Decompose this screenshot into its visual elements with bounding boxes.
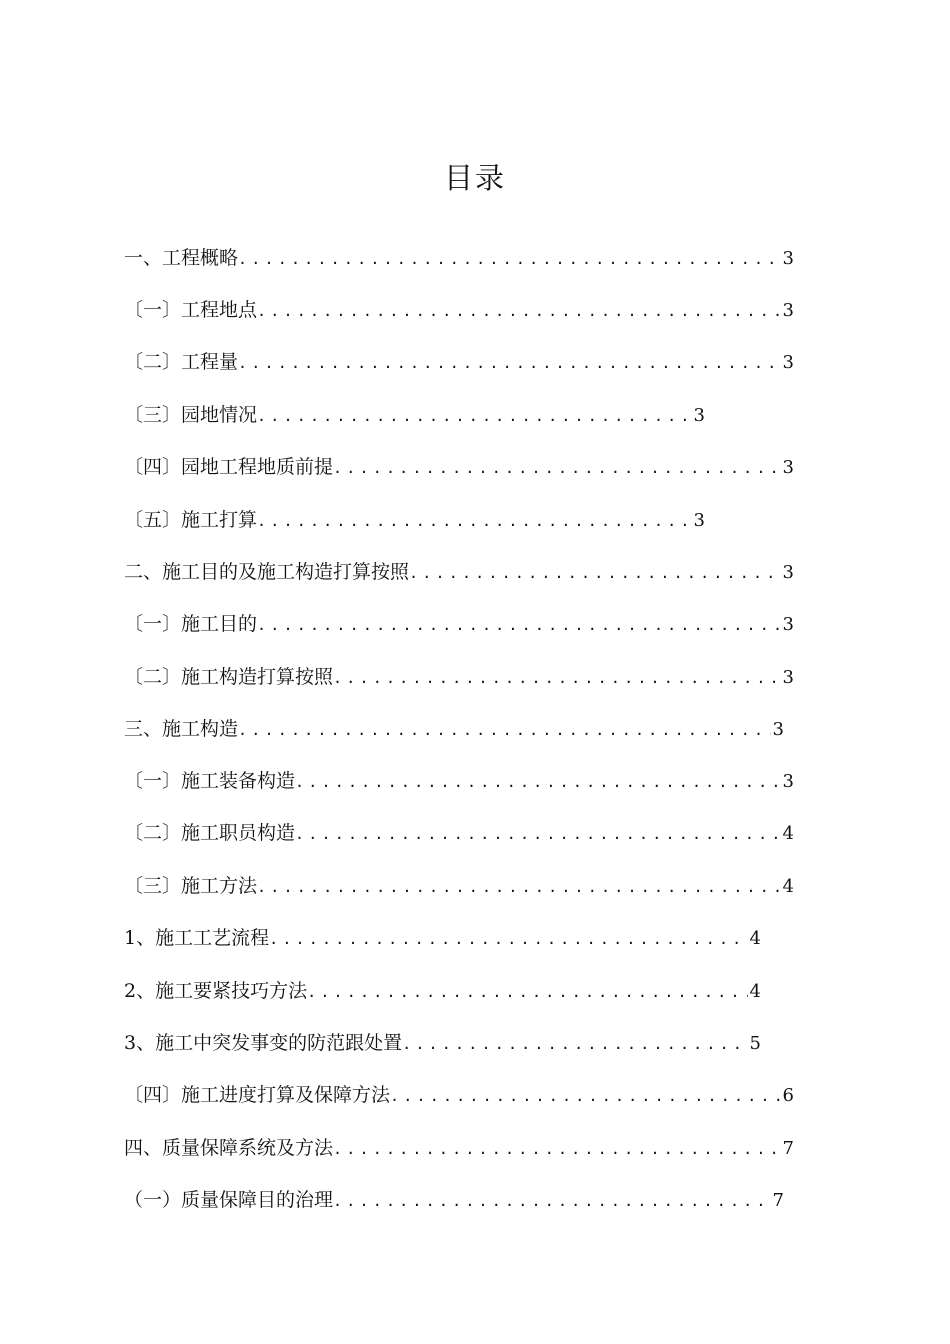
toc-leader-dots xyxy=(295,819,781,848)
toc-leader-dots xyxy=(390,1081,781,1110)
toc-entry-text: 1、施工工艺流程 xyxy=(124,927,270,949)
toc-entry[interactable] xyxy=(124,505,705,535)
toc-entry-page: 4 xyxy=(782,823,794,844)
toc-entry-text: 三、施工构造 xyxy=(124,718,239,740)
toc-leader-dots xyxy=(333,1186,771,1215)
toc-entry-text: 2、施工要紧技巧方法 xyxy=(124,980,308,1002)
toc-entry-text: 〔三〕施工方法 xyxy=(124,875,258,897)
toc-entry[interactable] xyxy=(124,714,784,744)
toc-entry-text: （一）质量保障目的治理 xyxy=(124,1189,334,1211)
toc-entry[interactable] xyxy=(124,452,794,482)
toc-leader-dots xyxy=(257,506,692,535)
toc-leader-dots xyxy=(257,401,692,430)
toc-leader-dots xyxy=(333,453,781,482)
toc-entry-page: 3 xyxy=(782,248,794,269)
toc-entry-text: 〔二〕施工构造打算按照 xyxy=(124,666,334,688)
toc-leader-dots xyxy=(307,977,747,1006)
toc-leader-dots xyxy=(257,296,781,325)
toc-entry-text: 四、质量保障系统及方法 xyxy=(124,1137,334,1159)
toc-entry[interactable] xyxy=(124,347,794,377)
toc-entry-page: 3 xyxy=(782,300,794,321)
toc-leader-dots xyxy=(238,715,771,744)
toc-entry[interactable] xyxy=(124,976,761,1006)
toc-entry-page: 5 xyxy=(749,1033,761,1054)
toc-entry-text: 〔一〕工程地点 xyxy=(124,299,258,321)
toc-entry-text: 二、施工目的及施工构造打算按照 xyxy=(124,561,410,583)
toc-entry-page: 7 xyxy=(782,1138,794,1159)
toc-entry-text: 〔三〕园地情况 xyxy=(124,404,258,426)
toc-entry-page: 3 xyxy=(782,667,794,688)
toc-entry-text: 〔一〕施工目的 xyxy=(124,613,258,635)
toc-entry-page: 3 xyxy=(782,457,794,478)
toc-entry-text: 〔五〕施工打算 xyxy=(124,509,258,531)
toc-entry[interactable] xyxy=(124,818,794,848)
toc-entry-page: 3 xyxy=(782,771,794,792)
toc-entry-page: 7 xyxy=(772,1190,784,1211)
toc-entry[interactable] xyxy=(124,923,761,953)
toc-entry-page: 3 xyxy=(782,614,794,635)
toc-entry-page: 3 xyxy=(782,352,794,373)
toc-entry-text: 一、工程概略 xyxy=(124,247,239,269)
toc-entry-page: 3 xyxy=(772,719,784,740)
toc-title: 目录 xyxy=(443,161,506,195)
toc-entry-page: 4 xyxy=(749,928,761,949)
toc-entry-text: 〔二〕工程量 xyxy=(124,351,239,373)
toc-entry-text: 〔四〕园地工程地质前提 xyxy=(124,456,334,478)
toc-leader-dots xyxy=(257,872,781,901)
toc-leader-dots xyxy=(409,558,781,587)
toc-leader-dots xyxy=(257,610,781,639)
toc-entry[interactable] xyxy=(124,1133,794,1163)
toc-leader-dots xyxy=(238,244,781,273)
toc-entry[interactable] xyxy=(124,557,794,587)
toc-entry-page: 4 xyxy=(749,981,761,1002)
toc-entry[interactable] xyxy=(124,1080,794,1110)
toc-leader-dots xyxy=(402,1029,747,1058)
toc-entry-text: 〔四〕施工进度打算及保障方法 xyxy=(124,1084,391,1106)
toc-entry[interactable] xyxy=(124,871,794,901)
toc-entry[interactable] xyxy=(124,1028,761,1058)
toc-leader-dots xyxy=(333,1134,781,1163)
toc-entry[interactable] xyxy=(124,662,794,692)
toc-entry[interactable] xyxy=(124,609,794,639)
toc-entry-text: 3、施工中突发事变的防范跟处置 xyxy=(124,1032,403,1054)
toc-entry-page: 6 xyxy=(782,1085,794,1106)
toc-entry-page: 3 xyxy=(693,510,705,531)
toc-leader-dots xyxy=(295,767,781,796)
toc-entry-text: 〔二〕施工职员构造 xyxy=(124,822,296,844)
toc-entry[interactable] xyxy=(124,766,794,796)
toc-entry-page: 3 xyxy=(782,562,794,583)
toc-entry[interactable] xyxy=(124,400,705,430)
toc-leader-dots xyxy=(333,663,781,692)
toc-entry-page: 3 xyxy=(693,405,705,426)
toc-leader-dots xyxy=(269,924,747,953)
toc-entry[interactable] xyxy=(124,295,794,325)
toc-entry[interactable] xyxy=(124,243,794,273)
toc-entry-text: 〔一〕施工装备构造 xyxy=(124,770,296,792)
toc-entry-page: 4 xyxy=(782,876,794,897)
toc-leader-dots xyxy=(238,348,781,377)
toc-entry[interactable] xyxy=(124,1185,784,1215)
